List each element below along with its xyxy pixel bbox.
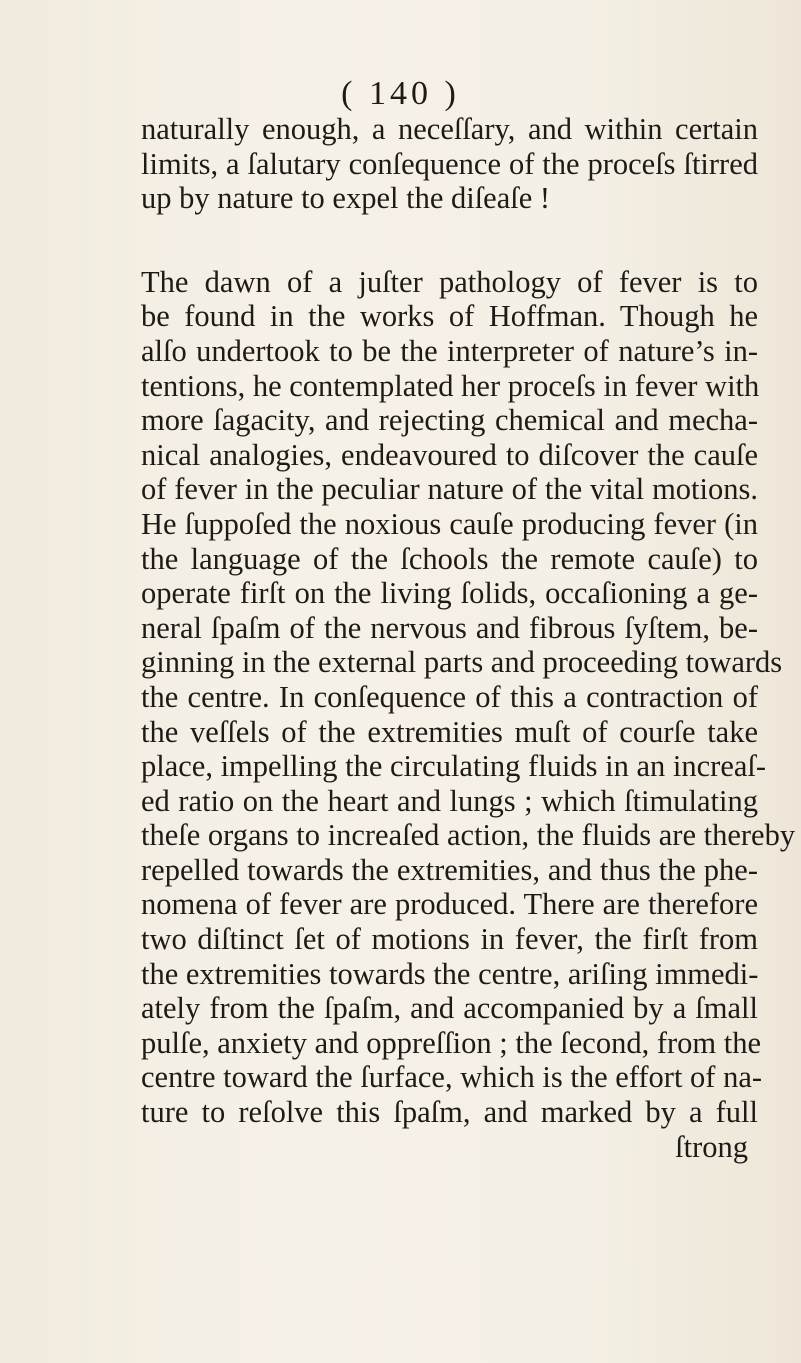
- text-line: operate firſt on the living ſolids, occaſioning a ge-: [141, 576, 758, 611]
- text-line: tentions, he contemplated her proceſs in fever with: [141, 368, 760, 403]
- paragraph-1: [141, 112, 758, 216]
- text-line: place, impelling the circulating fluids in an increaſ-: [141, 749, 767, 784]
- text-line: the centre. In conſequence of this a contraction of: [141, 679, 758, 714]
- text-line: ginning in the external parts and proceeding towards: [141, 645, 783, 680]
- text-line: be found in the works of Hoffman. Though he: [141, 299, 758, 334]
- text-line: nomena of fever are produced. There are therefore: [141, 887, 758, 922]
- text-line: neral ſpaſm of the nervous and fibrous ſyſtem, be-: [141, 610, 758, 645]
- catchword: ſtrong: [675, 1129, 748, 1164]
- text-line: the veſſels of the extremities muſt of courſe take: [141, 714, 758, 749]
- body-text: [141, 112, 796, 1164]
- text-line: more ſagacity, and rejecting chemical and mecha-: [141, 403, 758, 438]
- text-line: repelled towards the extremities, and thus the phe-: [141, 852, 758, 887]
- paragraph-2: [141, 264, 796, 1130]
- paragraph-gap: [141, 216, 758, 265]
- page-number: ( 140 ): [341, 75, 460, 112]
- text-line: naturally enough, a neceſſary, and within certain: [141, 112, 758, 146]
- text-line: The dawn of a juſter pathology of fever is to: [141, 264, 758, 299]
- text-line: alſo undertook to be the interpreter of nature’s in-: [141, 333, 758, 368]
- text-line: theſe organs to increaſed action, the fluids are thereby: [141, 818, 796, 853]
- text-line: ed ratio on the heart and lungs ; which ſtimulating: [141, 783, 758, 818]
- text-line: the extremities towards the centre, ariſing immedi-: [141, 956, 759, 991]
- text-line: nical analogies, endeavoured to diſcover the cauſe: [141, 437, 758, 472]
- text-line: two diſtinct ſet of motions in fever, the firſt from: [141, 922, 758, 957]
- text-line: up by nature to expel the diſeaſe !: [141, 181, 551, 216]
- text-line: of fever in the peculiar nature of the vital motions.: [141, 472, 758, 507]
- text-line: He ſuppoſed the noxious cauſe producing fever (in: [141, 506, 758, 541]
- text-line: limits, a ſalutary conſequence of the proceſs ſtirred: [141, 146, 758, 181]
- text-line: ture to reſolve this ſpaſm, and marked by a full: [141, 1095, 758, 1130]
- text-line: pulſe, anxiety and oppreſſion ; the ſecond, from the: [141, 1025, 761, 1060]
- text-line: centre toward the ſurface, which is the effort of na-: [141, 1060, 763, 1095]
- text-line: the language of the ſchools the remote cauſe) to: [141, 541, 758, 576]
- text-line: ately from the ſpaſm, and accompanied by a ſmall: [141, 991, 758, 1026]
